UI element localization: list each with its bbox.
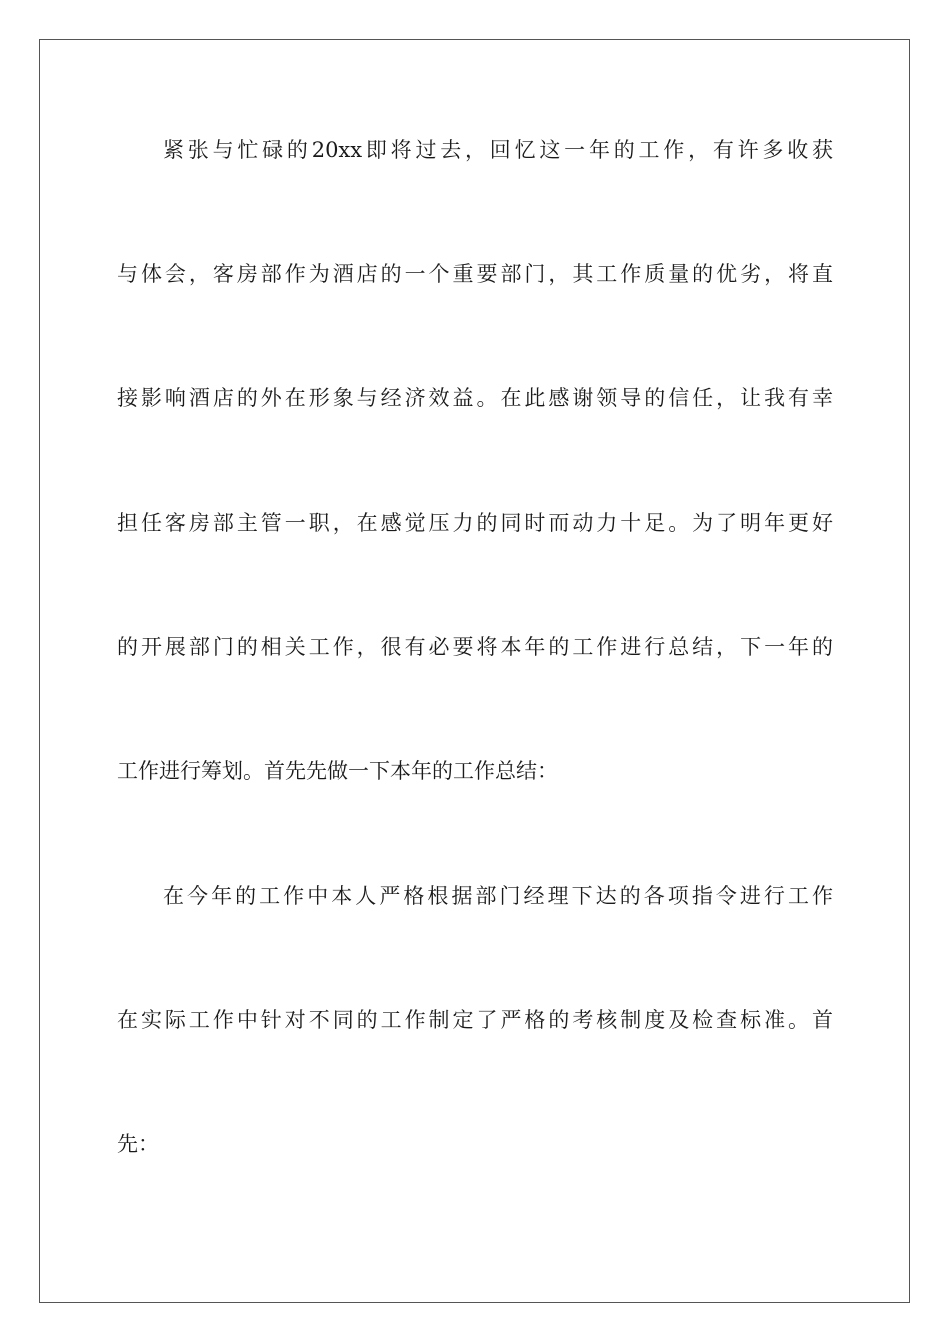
page-border — [39, 39, 910, 1303]
paragraph-2-line-1: 在今年的工作中本人严格根据部门经理下达的各项指令进行工作 — [163, 884, 833, 908]
paragraph-1-line-1: 紧张与忙碌的20xx即将过去，回忆这一年的工作，有许多收获 — [163, 138, 833, 162]
paragraph-1-line-5: 的开展部门的相关工作，很有必要将本年的工作进行总结，下一年的 — [117, 635, 833, 659]
paragraph-1-line-4: 担任客房部主管一职，在感觉压力的同时而动力十足。为了明年更好 — [117, 511, 833, 535]
paragraph-1-line-3: 接影响酒店的外在形象与经济效益。在此感谢领导的信任，让我有幸 — [117, 386, 833, 410]
paragraph-1-line-2: 与体会，客房部作为酒店的一个重要部门，其工作质量的优劣，将直 — [117, 262, 833, 286]
paragraph-2-line-2: 在实际工作中针对不同的工作制定了严格的考核制度及检查标准。首 — [117, 1008, 833, 1032]
paragraph-1-line-6: 工作进行筹划。首先先做一下本年的工作总结： — [117, 759, 558, 783]
paragraph-2-line-3: 先： — [117, 1132, 159, 1156]
